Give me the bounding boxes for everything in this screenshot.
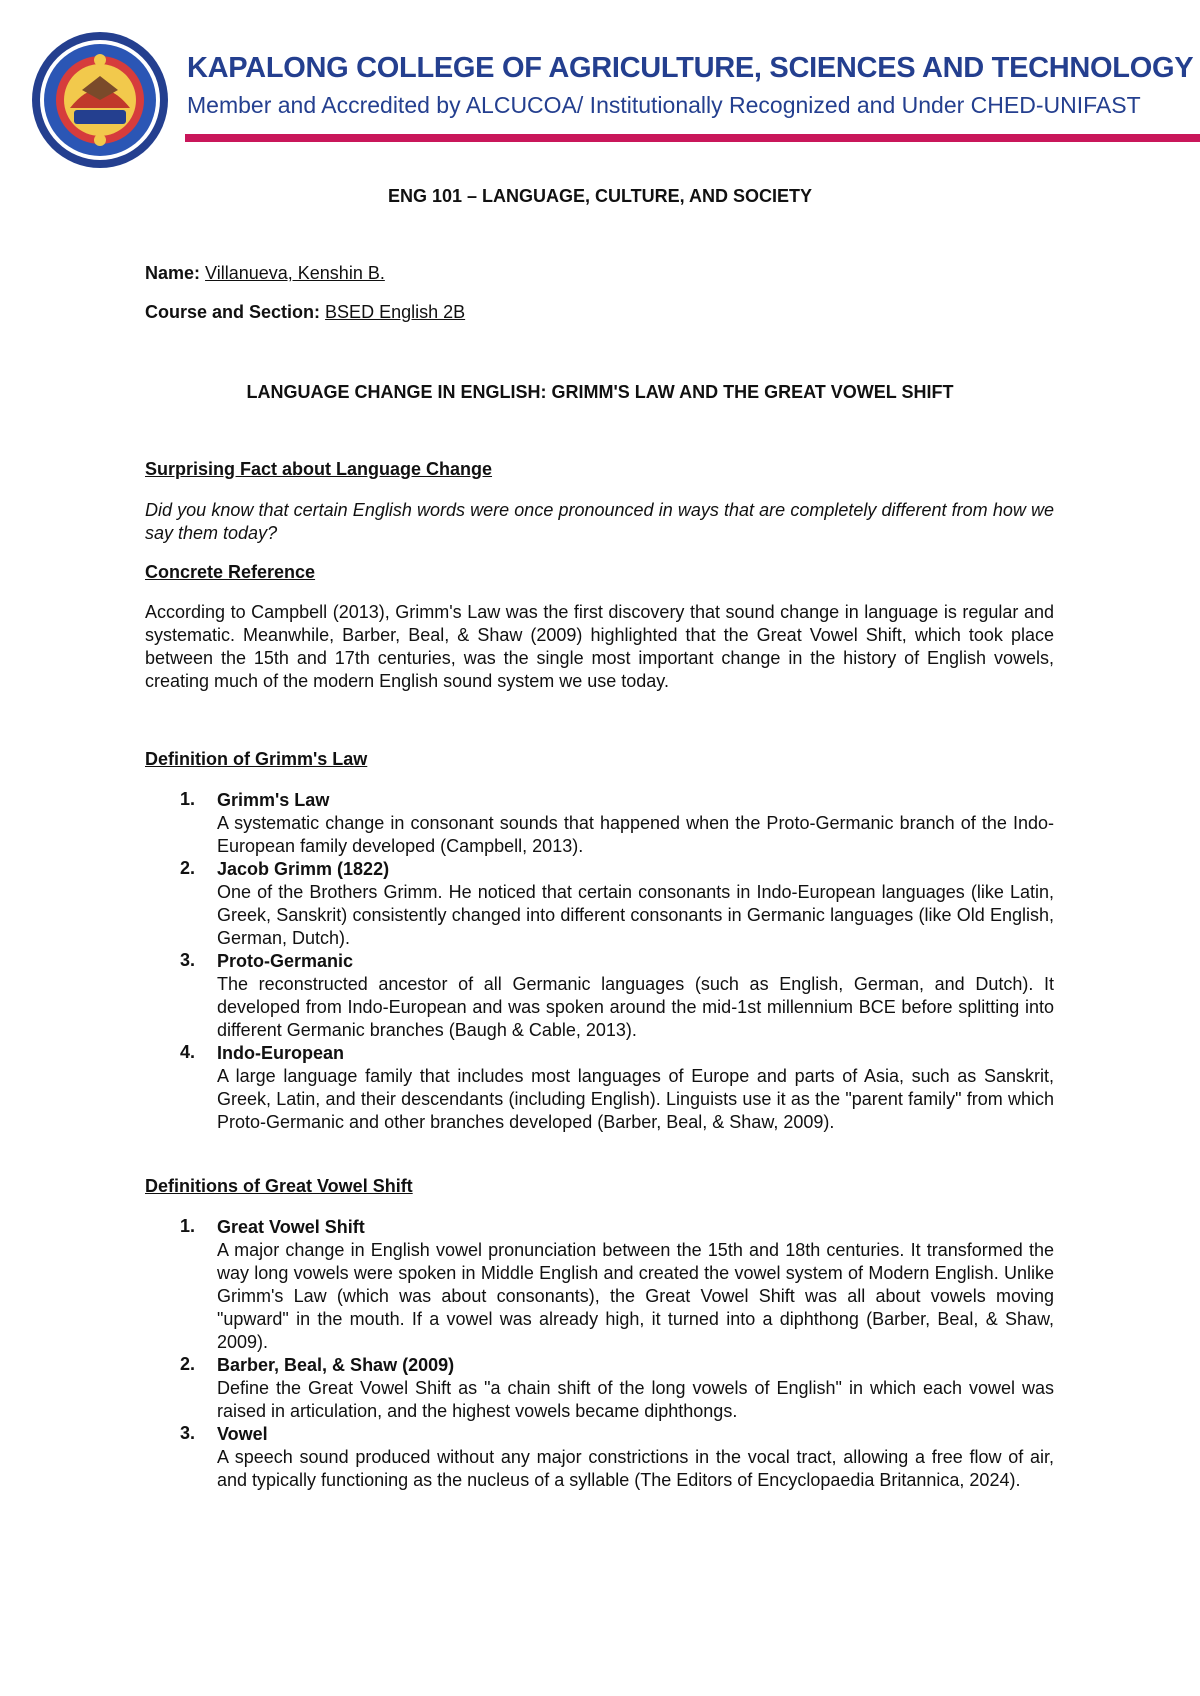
list-item (145, 789, 1054, 858)
course-title: ENG 101 – LANGUAGE, CULTURE, AND SOCIETY (387, 186, 813, 206)
definition-text: A major change in English vowel pronunciation between the 15th and 18th centuries. It transformed the way long vowels were spoken in Middle English and created the vowel system of Modern English. Unlike Grimm's Law (which was about consonants), the Great Vowel Shift was all about vowels moving "upward" in the mouth. If a vowel was already high, it turned into a diphthong (Barber, Beal, & Shaw, 2009). (217, 1240, 1054, 1352)
college-name: KAPALONG COLLEGE OF AGRICULTURE, SCIENCES AND TECHNOLOGY (187, 52, 1194, 84)
list-number: 2. (180, 1354, 196, 1374)
definition-term: Vowel (217, 1424, 268, 1444)
document-header (0, 0, 1200, 170)
gvs-definitions-list (145, 1216, 1054, 1492)
definition-text: The reconstructed ancestor of all Germanic languages (such as English, German, and Dutch). It developed from Indo-European and was spoken around the mid-1st millennium BCE before splitting into different Germanic branches (Baugh & Cable, 2013). (217, 974, 1054, 1040)
list-item (145, 1354, 1054, 1423)
section-value: BSED English 2B (325, 302, 466, 322)
definition-term: Barber, Beal, & Shaw (2009) (217, 1355, 455, 1375)
list-number: 2. (180, 858, 196, 878)
definition-term: Grimm's Law (217, 790, 330, 810)
list-item (145, 950, 1054, 1042)
definition-text: Define the Great Vowel Shift as "a chain shift of the long vowels of English" in which each vowel was raised in articulation, and the highest vowels became diphthongs. (217, 1378, 1054, 1421)
surprising-fact-heading: Surprising Fact about Language Change (145, 459, 493, 479)
definition-term: Proto-Germanic (217, 951, 354, 971)
name-label: Name: (145, 263, 201, 283)
grimm-law-heading: Definition of Grimm's Law (145, 749, 368, 769)
list-item (145, 1042, 1054, 1134)
list-item (145, 858, 1054, 950)
name-value: Villanueva, Kenshin B. (205, 263, 385, 283)
definition-text: One of the Brothers Grimm. He noticed that certain consonants in Indo-European languages (like Latin, Greek, Sanskrit) consistently changed into different consonants in Germanic languages (like Old English, German, Dutch). (217, 882, 1054, 948)
header-divider-bar (185, 134, 1200, 142)
definition-text: A speech sound produced without any major constrictions in the vocal tract, allowing a free flow of air, and typically functioning as the nucleus of a syllable (The Editors of Encyclopaedia Britannica, 2024). (217, 1447, 1054, 1490)
list-number: 1. (180, 1216, 196, 1236)
definition-text: A large language family that includes most languages of Europe and parts of Asia, such as Sanskrit, Greek, Latin, and their descendants (including English). Linguists use it as the "parent family" from which Proto-Germanic and other branches developed (Barber, Beal, & Shaw, 2009). (217, 1066, 1054, 1132)
student-name-line (145, 263, 385, 284)
definition-term: Indo-European (217, 1043, 344, 1063)
great-vowel-shift-heading: Definitions of Great Vowel Shift (145, 1176, 413, 1196)
list-number: 3. (180, 950, 196, 970)
list-number: 4. (180, 1042, 196, 1062)
section-label: Course and Section: (145, 302, 321, 322)
list-item (145, 1216, 1054, 1354)
surprising-fact-text: Did you know that certain English words were once pronounced in ways that are completely different from how we say them today? (145, 500, 1054, 543)
list-number: 1. (180, 789, 196, 809)
definition-term: Great Vowel Shift (217, 1217, 365, 1237)
list-item (145, 1423, 1054, 1492)
paper-title: LANGUAGE CHANGE IN ENGLISH: GRIMM'S LAW AND THE GREAT VOWEL SHIFT (246, 382, 954, 402)
college-seal-logo (30, 30, 170, 170)
list-number: 3. (180, 1423, 196, 1443)
college-accreditation: Member and Accredited by ALCUCOA/ Institutionally Recognized and Under CHED-UNIFAST (187, 92, 1141, 118)
concrete-reference-heading: Concrete Reference (145, 562, 316, 582)
concrete-reference-text: According to Campbell (2013), Grimm's Law was the first discovery that sound change in language is regular and systematic. Meanwhile, Barber, Beal, & Shaw (2009) highlighted that the Great Vowel Shift, which took place between the 15th and 17th centuries, was the single most important change in the history of English vowels, creating much of the modern English sound system we use today. (145, 602, 1054, 691)
grimm-definitions-list (145, 789, 1054, 1134)
definition-text: A systematic change in consonant sounds that happened when the Proto-Germanic branch of the Indo-European family developed (Campbell, 2013). (217, 813, 1054, 856)
course-section-line (145, 302, 465, 323)
definition-term: Jacob Grimm (1822) (217, 859, 390, 879)
